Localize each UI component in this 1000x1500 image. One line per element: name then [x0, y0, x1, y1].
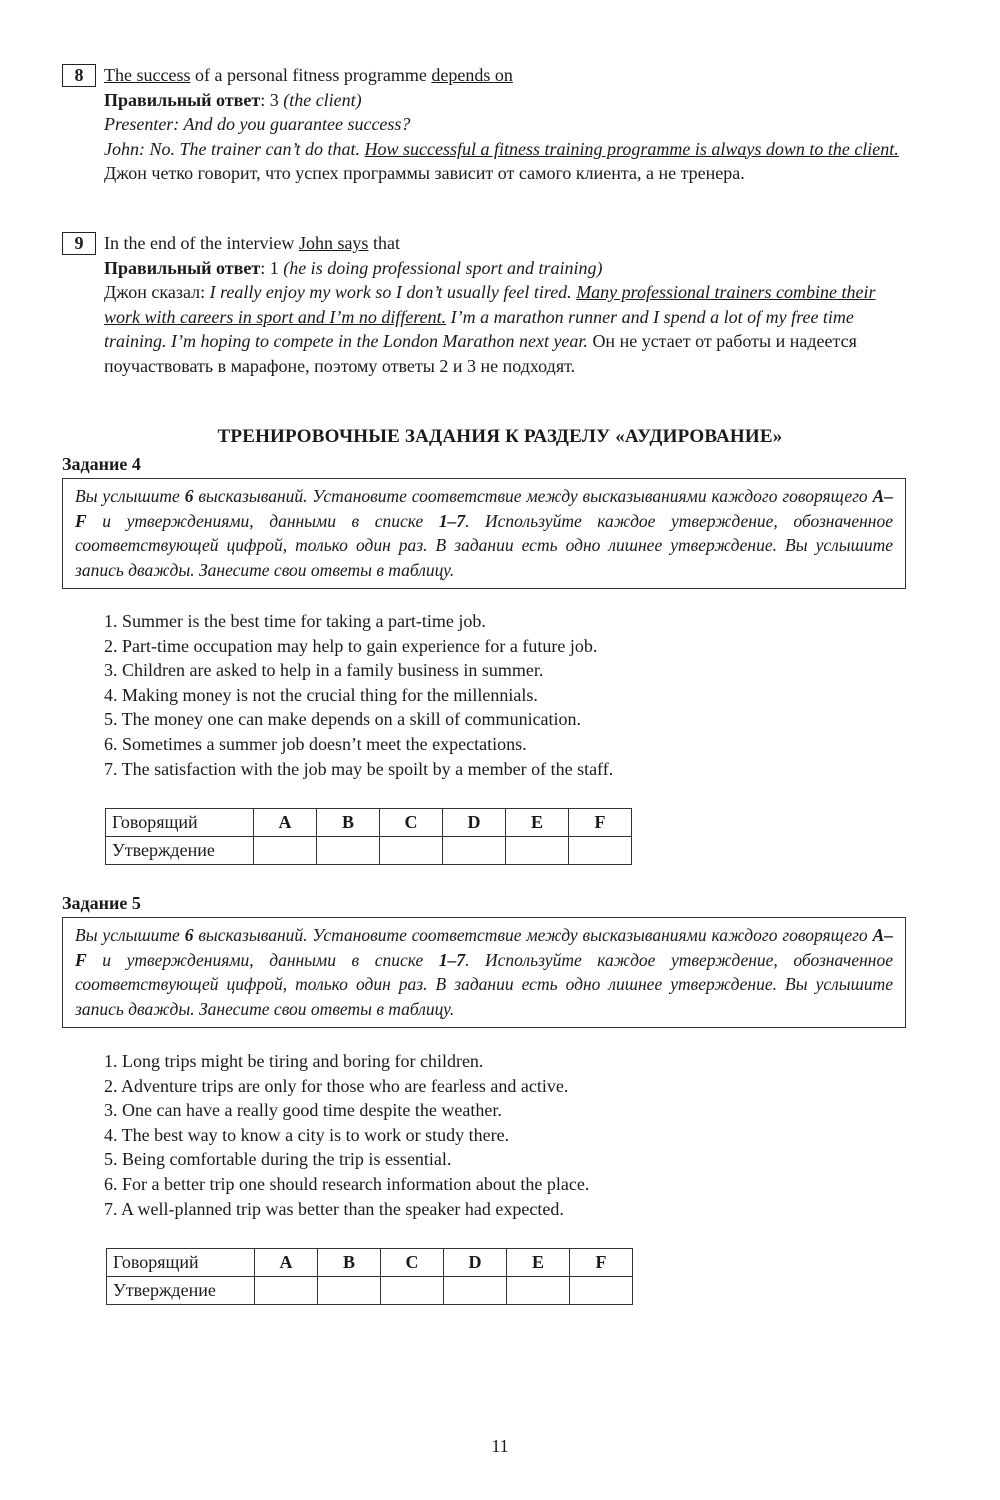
answer-cell-c[interactable] [380, 837, 443, 865]
correct-answer: Правильный ответ: 1 (he is doing professional sport and training) [104, 257, 603, 278]
question-number-box: 9 [62, 232, 96, 255]
statement-label: Утверждение [107, 1277, 255, 1305]
table-row [106, 837, 632, 865]
answer-cell-d[interactable] [443, 837, 506, 865]
column-header: C [381, 1249, 444, 1277]
task-5-title: Задание 5 [62, 893, 141, 913]
answer-cell-a[interactable] [255, 1277, 318, 1305]
explanation: Джон сказал: I really enjoy my work so I don’t usually feel tired. Many professional trainers combine their work with careers in sport and I’m no different. I’m a marathon runner and I spend a lot of my free time training. I’m hoping to compete in the London Marathon next year. Он не устает от работы и надеется поучаствовать в марафоне, поэтому ответы 2 и 3 не подходят. [104, 282, 876, 376]
statement-item: 1. Summer is the best time for taking a part-time job. [104, 611, 486, 631]
column-header: E [507, 1249, 570, 1277]
page-number: 11 [491, 1436, 509, 1456]
statement-item: 6. For a better trip one should research information about the place. [104, 1173, 590, 1194]
statement-item: 5. Being comfortable during the trip is essential. [104, 1149, 452, 1170]
speaker-label: Говорящий [106, 809, 254, 837]
speaker-label: Говорящий [107, 1249, 255, 1277]
statement-item: 4. Making money is not the crucial thing for the millennials. [104, 684, 538, 705]
statement-label: Утверждение [106, 837, 254, 865]
question-stem: The success of a personal fitness programme depends on [104, 65, 513, 85]
transcript-line: John: No. The trainer can’t do that. How successful a fitness training programme is always down to the client. [104, 138, 899, 159]
statement-item: 2. Part-time occupation may help to gain experience for a future job. [104, 635, 598, 656]
task-5-answer-table [106, 1248, 633, 1305]
statement-item: 2. Adventure trips are only for those who are fearless and active. [104, 1075, 569, 1096]
task-4-answer-table [105, 808, 632, 865]
column-header: A [255, 1249, 318, 1277]
question-number-box: 8 [62, 64, 96, 87]
statement-item: 3. One can have a really good time despite the weather. [104, 1100, 502, 1121]
statement-item: 5. The money one can make depends on a skill of communication. [104, 709, 582, 730]
transcript-line: Presenter: And do you guarantee success? [104, 114, 411, 134]
column-header: D [443, 809, 506, 837]
statement-item: 7. A well-planned trip was better than the speaker had expected. [104, 1198, 564, 1219]
column-header: A [254, 809, 317, 837]
answer-cell-d[interactable] [444, 1277, 507, 1305]
answer-cell-f[interactable] [570, 1277, 633, 1305]
table-row [107, 1277, 633, 1305]
task-4-statement-list [104, 609, 613, 781]
question-9 [62, 231, 912, 378]
task-5-statement-list [104, 1049, 589, 1221]
statement-item: 4. The best way to know a city is to work or study there. [104, 1124, 510, 1145]
statement-item: 1. Long trips might be tiring and boring for children. [104, 1051, 484, 1071]
answer-cell-f[interactable] [569, 837, 632, 865]
column-header: B [318, 1249, 381, 1277]
table-row [106, 809, 632, 837]
question-8 [62, 63, 912, 186]
column-header: B [317, 809, 380, 837]
answer-cell-e[interactable] [506, 837, 569, 865]
task-4-title: Задание 4 [62, 454, 141, 474]
statement-item: 6. Sometimes a summer job doesn’t meet the expectations. [104, 733, 527, 754]
answer-cell-b[interactable] [317, 837, 380, 865]
task-4-instructions: Вы услышите 6 высказываний. Установите соответствие между высказываниями каждого говорящего A–F и утверждениями, данными в списке 1–7. Используйте каждое утверждение, обозначенное соответствующей цифрой, только один раз. В задании есть одно лишнее утверждение. Вы услышите запись дважды. Занесите свои ответы в таблицу. [62, 478, 906, 589]
question-stem: In the end of the interview John says that [104, 233, 400, 253]
task-5-instructions: Вы услышите 6 высказываний. Установите соответствие между высказываниями каждого говорящего A–F и утверждениями, данными в списке 1–7. Используйте каждое утверждение, обозначенное соответствующей цифрой, только один раз. В задании есть одно лишнее утверждение. Вы услышите запись дважды. Занесите свои ответы в таблицу. [62, 917, 906, 1028]
section-title: ТРЕНИРОВОЧНЫЕ ЗАДАНИЯ К РАЗДЕЛУ «АУДИРОВАНИЕ» [217, 426, 783, 447]
table-row [107, 1249, 633, 1277]
statement-item: 3. Children are asked to help in a family business in summer. [104, 660, 544, 681]
answer-cell-e[interactable] [507, 1277, 570, 1305]
column-header: F [570, 1249, 633, 1277]
statement-item: 7. The satisfaction with the job may be spoilt by a member of the staff. [104, 758, 614, 779]
answer-cell-c[interactable] [381, 1277, 444, 1305]
answer-cell-b[interactable] [318, 1277, 381, 1305]
column-header: D [444, 1249, 507, 1277]
column-header: C [380, 809, 443, 837]
answer-cell-a[interactable] [254, 837, 317, 865]
column-header: E [506, 809, 569, 837]
correct-answer: Правильный ответ: 3 (the client) [104, 89, 362, 110]
explanation: Джон четко говорит, что успех программы зависит от самого клиента, а не тренера. [104, 163, 745, 183]
column-header: F [569, 809, 632, 837]
